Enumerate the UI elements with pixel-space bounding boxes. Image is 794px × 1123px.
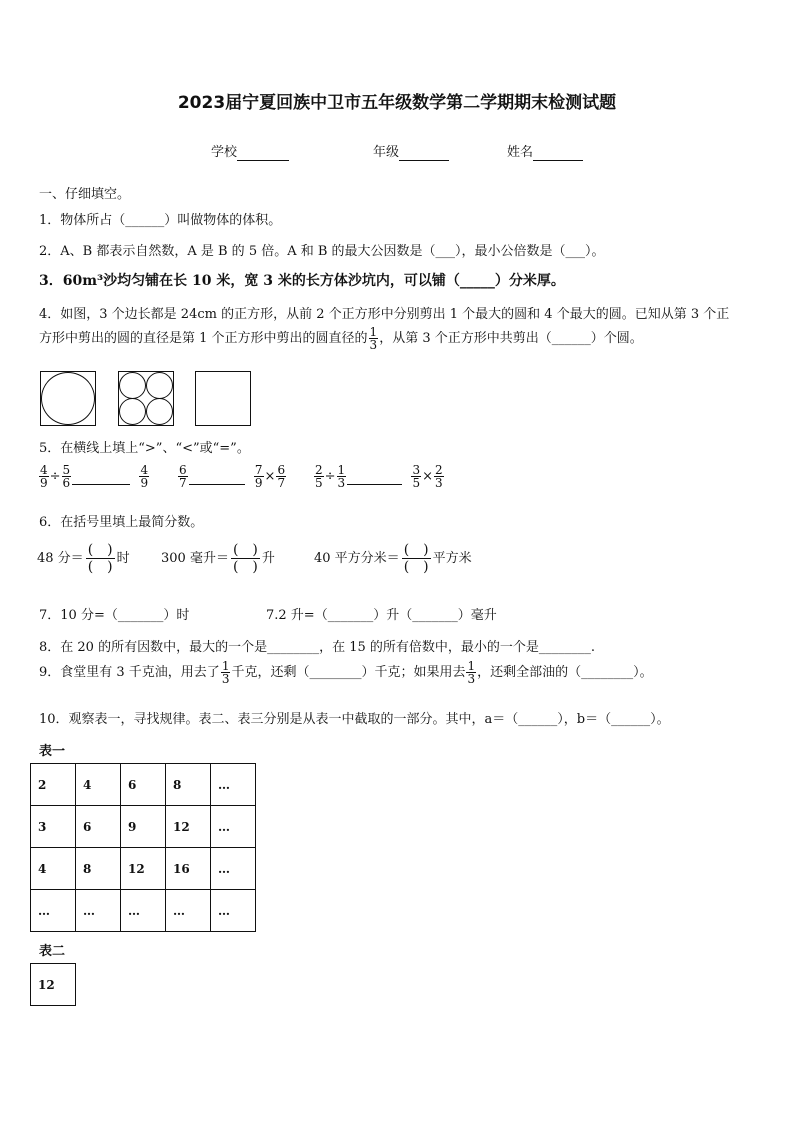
- question-3: 3．60m³沙均匀铺在长 10 米，宽 3 米的长方体沙坑内，可以铺（_____）分米厚。: [39, 273, 565, 289]
- circle-small: [146, 372, 173, 399]
- question-1: 1．物体所占（______）叫做物体的体积。: [39, 213, 282, 228]
- fraction: $\frac{1}{3}$: [369, 325, 378, 352]
- question-6: 6．在括号里填上最简分数。: [39, 515, 204, 530]
- table-cell: 8: [76, 848, 121, 890]
- table-row: [31, 806, 256, 848]
- table-2: [30, 963, 76, 1006]
- square-3: [195, 371, 251, 426]
- compare-expression-2: $\frac{6}{7}$ $\frac{7}{9}$ × $\frac{6}{7}$: [179, 463, 286, 490]
- fraction-blank-3: 40 平方分米＝ ( ) ( ) 平方米: [314, 542, 472, 575]
- grade-field: 年级: [373, 141, 449, 161]
- circle-small: [119, 398, 146, 425]
- table-cell: 6: [76, 806, 121, 848]
- table-cell: 12: [31, 964, 76, 1006]
- table-cell: 8: [166, 764, 211, 806]
- table1-label: 表一: [39, 744, 66, 759]
- table-cell: …: [31, 890, 76, 932]
- question-10: 10．观察表一，寻找规律。表二、表三分别是从表一中截取的一部分。其中，a＝（______），b＝（______）。: [39, 712, 670, 727]
- table-cell: 12: [166, 806, 211, 848]
- table-cell: 2: [31, 764, 76, 806]
- table-cell: …: [211, 848, 256, 890]
- table-row: [31, 890, 256, 932]
- question-4-line2: 方形中剪出的圆的直径是第 1 个正方形中剪出的圆直径的 $\frac{1}{3}$ ，从第 3 个正方形中共剪出（______）个圆。: [39, 325, 643, 352]
- table-cell: 16: [166, 848, 211, 890]
- table2-label: 表二: [39, 944, 66, 959]
- table-cell: 9: [121, 806, 166, 848]
- question-8: 8．在 20 的所有因数中，最大的一个是________，在 15 的所有倍数中，最小的一个是________.: [39, 640, 596, 655]
- fraction-blank-2: 300 毫升＝ ( ) ( ) 升: [161, 542, 275, 575]
- table-cell: …: [211, 890, 256, 932]
- section-heading: 一、仔细填空。: [39, 187, 131, 202]
- table-row: [31, 964, 76, 1006]
- question-7a: 7．10 分=（_______）时: [39, 608, 190, 623]
- table-cell: …: [121, 890, 166, 932]
- circle-small: [119, 372, 146, 399]
- compare-expression-1: $\frac{4}{9}$ ÷ $\frac{5}{6}$ $\frac{4}{9}$: [40, 463, 149, 490]
- circle-large: [41, 372, 95, 425]
- table-cell: 4: [31, 848, 76, 890]
- table-row: [31, 764, 256, 806]
- table-cell: …: [76, 890, 121, 932]
- name-field: 姓名: [507, 141, 583, 161]
- table-cell: 6: [121, 764, 166, 806]
- table-row: [31, 848, 256, 890]
- circle-small: [146, 398, 173, 425]
- table-cell: …: [211, 806, 256, 848]
- school-field: 学校: [211, 141, 289, 161]
- table-cell: 3: [31, 806, 76, 848]
- question-2: 2．A、B 都表示自然数，A 是 B 的 5 倍。A 和 B 的最大公因数是（___），最小公倍数是（___）。: [39, 244, 605, 259]
- fraction-blank-1: 48 分＝ ( ) ( ) 时: [37, 542, 130, 575]
- table-1: [30, 763, 256, 932]
- table-cell: 12: [121, 848, 166, 890]
- question-5: 5．在横线上填上“>”、“<”或“=”。: [39, 441, 250, 456]
- table-cell: …: [211, 764, 256, 806]
- table-cell: …: [166, 890, 211, 932]
- question-4-line1: 4．如图，3 个边长都是 24cm 的正方形，从前 2 个正方形中分别剪出 1 个最大的圆和 4 个最大的圆。已知从第 3 个正: [39, 307, 730, 322]
- page-title: 2023届宁夏回族中卫市五年级数学第二学期期末检测试题: [177, 93, 617, 113]
- question-7b: 7.2 升=（_______）升（_______）毫升: [266, 608, 497, 623]
- compare-expression-3: $\frac{2}{5}$ ÷ $\frac{1}{3}$ $\frac{3}{5}$ × $\frac{2}{3}$: [315, 463, 443, 490]
- question-9: 9．食堂里有 3 千克油，用去了 $\frac{1}{3}$ 千克，还剩（________）千克；如果用去 $\frac{1}{3}$ ，还剩全部油的（________）。: [39, 659, 653, 686]
- table-cell: 4: [76, 764, 121, 806]
